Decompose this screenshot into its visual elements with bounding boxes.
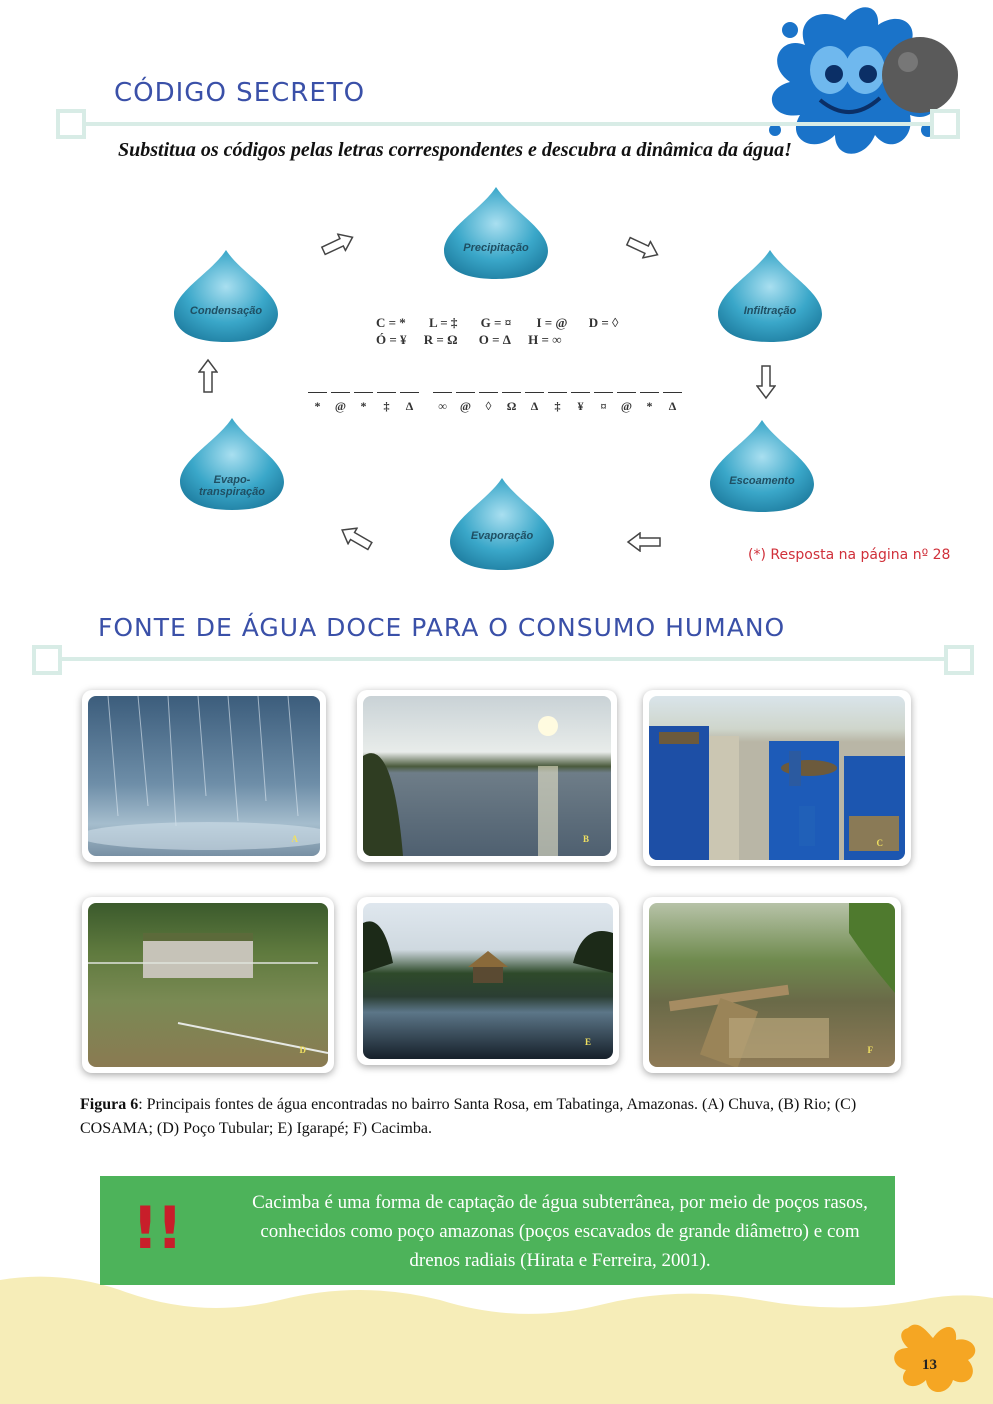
puzzle-blank [308, 385, 327, 393]
puzzle-blank [617, 385, 636, 393]
drop-label-transpiracao: transpiração [198, 486, 266, 498]
puzzle-blank [525, 385, 544, 393]
code-key-item: L = ‡ [429, 315, 458, 330]
puzzle-symbol: @ [620, 399, 633, 413]
photo-well [82, 897, 334, 1073]
drop-label-evapo: Evapo- [213, 474, 251, 486]
photo-rain [82, 690, 326, 862]
puzzle-symbol: * [360, 399, 367, 413]
answer-note: (*) Resposta na página nº 28 [748, 547, 951, 563]
puzzle-blank [377, 385, 396, 393]
puzzle-blank [502, 385, 521, 393]
code-key-item: I = @ [536, 315, 568, 330]
puzzle-symbol: ◊ [485, 399, 492, 413]
code-key-item: G = ¤ [480, 315, 512, 330]
puzzle-blank [354, 385, 373, 393]
puzzle-symbol: Ω [506, 399, 517, 413]
photo-igarape [357, 897, 619, 1065]
photo-cosama [643, 690, 911, 866]
puzzle-symbols [308, 399, 682, 414]
puzzle-symbol: * [314, 399, 321, 413]
puzzle-symbol: ¥ [577, 399, 584, 413]
code-key-row-2 [376, 332, 575, 348]
puzzle-gap [423, 399, 429, 414]
divider-box-right [930, 109, 960, 139]
puzzle-symbol: Δ [668, 399, 677, 413]
puzzle-blank [663, 385, 682, 393]
code-key-item: R = Ω [423, 332, 458, 347]
section-divider [60, 122, 955, 126]
arrow-up-icon [198, 358, 218, 394]
arrow-right-down-icon [622, 231, 663, 264]
drop-label-evaporacao: Evaporação [470, 530, 534, 542]
puzzle-symbol: ‡ [383, 399, 390, 413]
puzzle-blank [479, 385, 498, 393]
puzzle-blank [594, 385, 613, 393]
puzzle-symbol: ¤ [600, 399, 607, 413]
puzzle-blank [571, 385, 590, 393]
code-key-item: C = * [376, 315, 406, 330]
figure-caption [80, 1093, 920, 1141]
photo-letter: C [876, 838, 883, 848]
puzzle-blank [400, 385, 419, 393]
figure-caption-label: Figura 6 [80, 1096, 139, 1113]
photo-letter: B [582, 834, 589, 844]
photo-letter: F [867, 1045, 873, 1055]
drop-label-infiltracao: Infiltração [743, 305, 797, 317]
puzzle-gap [423, 385, 429, 393]
puzzle-blank [456, 385, 475, 393]
puzzle-blank [640, 385, 659, 393]
photo-river [357, 690, 617, 862]
drop-evaporacao [443, 478, 561, 570]
arrow-down-icon [756, 364, 776, 400]
puzzle-blank [548, 385, 567, 393]
code-key-item: O = Δ [478, 332, 511, 347]
drop-condensacao [167, 250, 285, 342]
code-key-item: D = ◊ [588, 315, 619, 330]
drop-label-condensacao: Condensação [189, 305, 263, 317]
section-divider [40, 657, 970, 661]
arrow-left-icon [626, 532, 662, 552]
figure-caption-text: : Principais fontes de água encontradas no bairro Santa Rosa, em Tabatinga, Amazonas. (A) Chuva, (B) Rio; (C) COSAMA; (D) Poço Tubular; E) Igarapé; F) Cacimba. [80, 1096, 857, 1137]
arrow-right-up-icon [317, 227, 358, 260]
notice-box [100, 1176, 895, 1285]
puzzle-symbol: * [646, 399, 653, 413]
arrow-left-up-icon [335, 520, 376, 555]
puzzle-symbol: @ [334, 399, 347, 413]
puzzle-blank [331, 385, 350, 393]
notice-text: Cacimba é uma forma de captação de água subterrânea, por meio de poços rasos, conhecidos como poço amazonas (poços escavados de grande diâmetro) e com drenos radiais (Hirata e Ferreira, 2001). [252, 1192, 868, 1271]
code-key-row-1 [376, 315, 633, 331]
photo-cacimba [643, 897, 901, 1073]
code-key-item: H = ∞ [528, 332, 562, 347]
divider-box-left [32, 645, 62, 675]
photo-letter: A [291, 834, 298, 844]
drop-infiltracao [711, 250, 829, 342]
photo-letter: E [584, 1037, 591, 1047]
exclamation-icon: !! [132, 1194, 181, 1262]
page-number: 13 [922, 1357, 937, 1373]
puzzle-symbol: @ [459, 399, 472, 413]
section-title-codigo-secreto: CÓDIGO SECRETO [114, 78, 366, 108]
divider-box-left [56, 109, 86, 139]
puzzle-blank [433, 385, 452, 393]
drop-escoamento [703, 420, 821, 512]
puzzle-blanks [308, 385, 682, 393]
divider-box-right [944, 645, 974, 675]
puzzle-symbol: ∞ [438, 399, 447, 413]
drop-precipitacao [437, 187, 555, 279]
drop-evapotranspiracao [173, 418, 291, 510]
puzzle-symbol: ‡ [554, 399, 561, 413]
puzzle-symbol: Δ [530, 399, 539, 413]
instructions: Substitua os códigos pelas letras correspondentes e descubra a dinâmica da água! [118, 139, 792, 161]
code-key-item: Ó = ¥ [376, 332, 407, 347]
drop-label-escoamento: Escoamento [729, 475, 795, 487]
sand-wave-footer [0, 1270, 993, 1404]
photo-letter: D [299, 1045, 306, 1055]
puzzle-symbol: Δ [405, 399, 414, 413]
section-title-fonte-agua: FONTE DE ÁGUA DOCE PARA O CONSUMO HUMANO [98, 613, 786, 642]
drop-label-precipitacao: Precipitação [463, 242, 529, 254]
